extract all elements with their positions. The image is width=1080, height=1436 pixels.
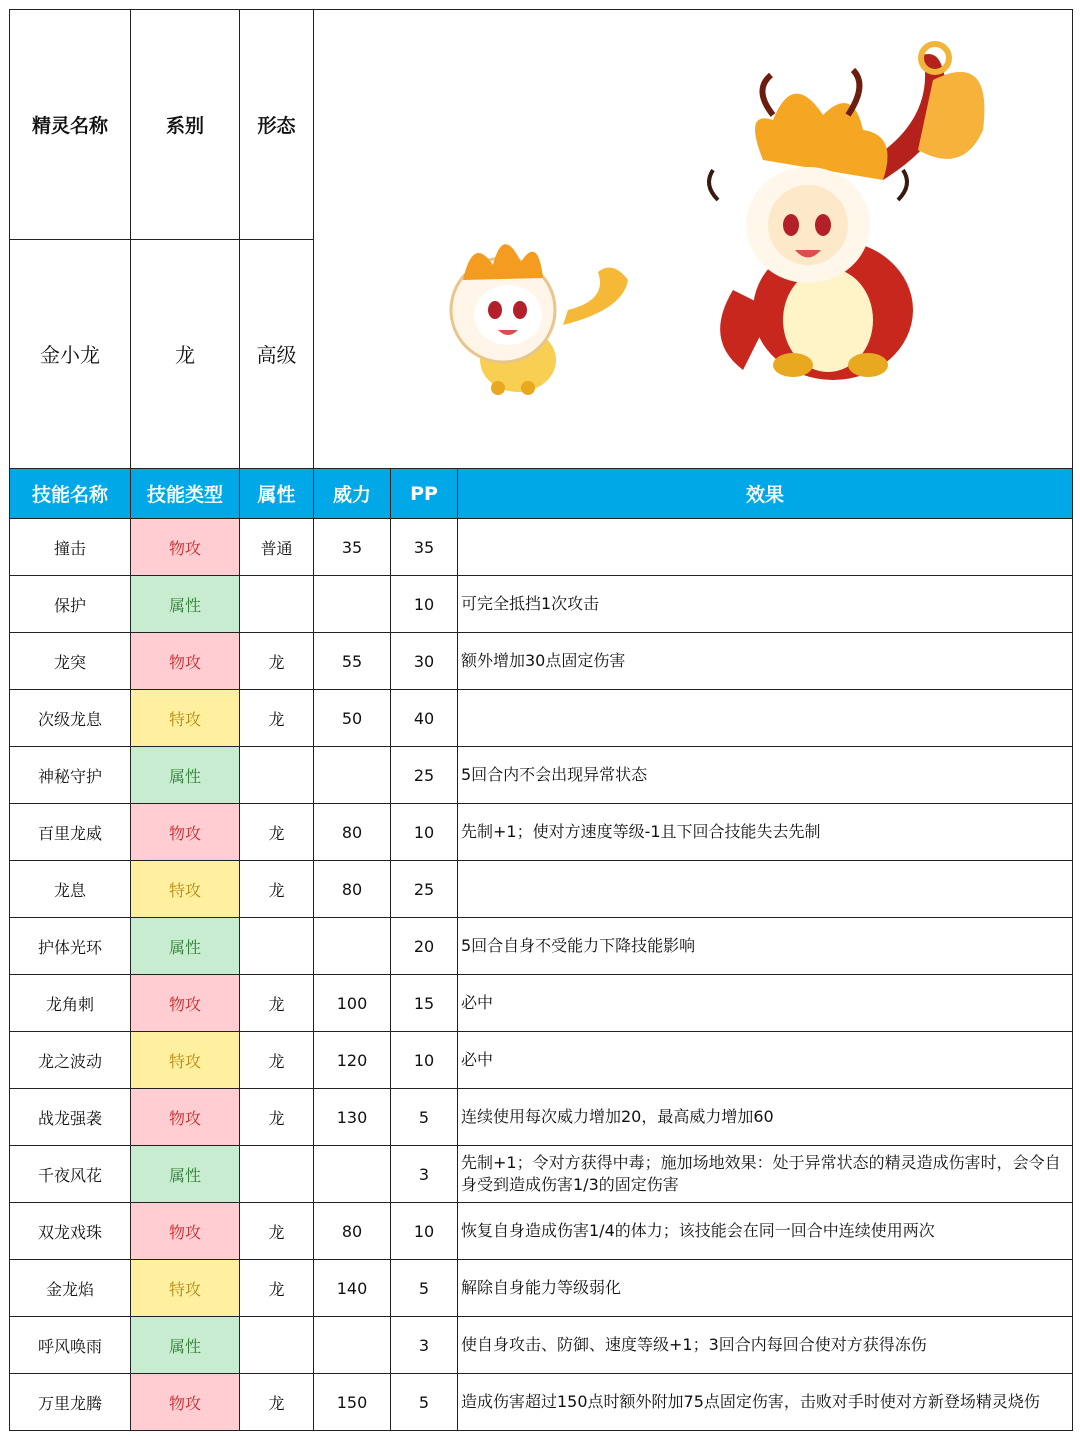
skill-row xyxy=(10,576,1073,633)
label-form: 形态 xyxy=(240,10,314,240)
skill-type-badge: 特攻 xyxy=(131,1032,240,1089)
col-attribute: 属性 xyxy=(240,469,314,519)
skill-attribute: 龙 xyxy=(240,1260,314,1317)
skill-attribute: 龙 xyxy=(240,1203,314,1260)
baby-dragon-image xyxy=(451,244,628,395)
skill-attribute xyxy=(240,1317,314,1374)
skill-type-badge: 物攻 xyxy=(131,519,240,576)
skill-row xyxy=(10,519,1073,576)
label-type: 系别 xyxy=(131,10,240,240)
skill-row xyxy=(10,1317,1073,1374)
skill-pp: 25 xyxy=(391,861,458,918)
skill-pp: 20 xyxy=(391,918,458,975)
skill-name: 双龙戏珠 xyxy=(10,1203,131,1260)
skill-row xyxy=(10,918,1073,975)
skill-effect: 先制+1；令对方获得中毒；施加场地效果：处于异常状态的精灵造成伤害时，会令自身受到造成伤害1/3的固定伤害 xyxy=(458,1146,1073,1203)
skill-type-badge: 物攻 xyxy=(131,1203,240,1260)
skill-name: 神秘守护 xyxy=(10,747,131,804)
skill-row xyxy=(10,1374,1073,1431)
skill-name: 次级龙息 xyxy=(10,690,131,747)
skill-pp: 5 xyxy=(391,1260,458,1317)
skill-pp: 40 xyxy=(391,690,458,747)
skill-attribute: 龙 xyxy=(240,1089,314,1146)
skill-type-badge: 物攻 xyxy=(131,975,240,1032)
skill-pp: 3 xyxy=(391,1317,458,1374)
skill-row xyxy=(10,690,1073,747)
skill-type-badge: 物攻 xyxy=(131,1374,240,1431)
skill-attribute xyxy=(240,747,314,804)
skill-pp: 35 xyxy=(391,519,458,576)
skill-type-badge: 属性 xyxy=(131,918,240,975)
skill-type-badge: 属性 xyxy=(131,576,240,633)
dragon-illustration xyxy=(323,10,1063,464)
col-effect: 效果 xyxy=(458,469,1073,519)
skill-row xyxy=(10,1032,1073,1089)
skill-type-badge: 属性 xyxy=(131,747,240,804)
header-label-row xyxy=(10,10,1073,240)
skill-power xyxy=(314,1146,391,1203)
skill-attribute: 龙 xyxy=(240,1374,314,1431)
skill-type-badge: 属性 xyxy=(131,1317,240,1374)
skill-name: 龙突 xyxy=(10,633,131,690)
skill-row xyxy=(10,804,1073,861)
col-skill-type: 技能类型 xyxy=(131,469,240,519)
skill-attribute: 龙 xyxy=(240,633,314,690)
skill-effect: 使自身攻击、防御、速度等级+1；3回合内每回合使对方获得冻伤 xyxy=(458,1317,1073,1374)
skill-name: 万里龙腾 xyxy=(10,1374,131,1431)
skill-row xyxy=(10,1260,1073,1317)
skill-power: 80 xyxy=(314,861,391,918)
skill-power: 55 xyxy=(314,633,391,690)
skill-type-badge: 特攻 xyxy=(131,861,240,918)
skill-power: 150 xyxy=(314,1374,391,1431)
skill-row xyxy=(10,1203,1073,1260)
skill-effect: 解除自身能力等级弱化 xyxy=(458,1260,1073,1317)
skill-pp: 3 xyxy=(391,1146,458,1203)
skill-power: 35 xyxy=(314,519,391,576)
skill-effect: 5回合自身不受能力下降技能影响 xyxy=(458,918,1073,975)
skill-type-badge: 特攻 xyxy=(131,690,240,747)
column-header-row xyxy=(10,469,1073,519)
skill-row xyxy=(10,1146,1073,1203)
skill-row xyxy=(10,861,1073,918)
skill-type-badge: 物攻 xyxy=(131,633,240,690)
skill-pp: 5 xyxy=(391,1089,458,1146)
skill-power: 120 xyxy=(314,1032,391,1089)
skill-name: 龙息 xyxy=(10,861,131,918)
skill-effect: 5回合内不会出现异常状态 xyxy=(458,747,1073,804)
skill-effect xyxy=(458,690,1073,747)
skill-effect: 恢复自身造成伤害1/4的体力；该技能会在同一回合中连续使用两次 xyxy=(458,1203,1073,1260)
skill-power: 130 xyxy=(314,1089,391,1146)
skill-effect: 可完全抵挡1次攻击 xyxy=(458,576,1073,633)
skill-effect: 额外增加30点固定伤害 xyxy=(458,633,1073,690)
skill-name: 千夜风花 xyxy=(10,1146,131,1203)
adult-dragon-image xyxy=(709,44,984,380)
value-form: 高级 xyxy=(240,239,314,469)
skill-row xyxy=(10,633,1073,690)
skill-attribute: 龙 xyxy=(240,690,314,747)
skill-sheet xyxy=(9,9,1072,1431)
skill-row xyxy=(10,1089,1073,1146)
skill-power xyxy=(314,747,391,804)
skill-pp: 10 xyxy=(391,1203,458,1260)
skill-effect xyxy=(458,519,1073,576)
skill-attribute: 龙 xyxy=(240,804,314,861)
col-skill-name: 技能名称 xyxy=(10,469,131,519)
col-power: 威力 xyxy=(314,469,391,519)
skill-power xyxy=(314,918,391,975)
skill-pp: 10 xyxy=(391,1032,458,1089)
skill-row xyxy=(10,975,1073,1032)
skill-pp: 5 xyxy=(391,1374,458,1431)
skill-attribute xyxy=(240,1146,314,1203)
skill-attribute: 龙 xyxy=(240,861,314,918)
skill-effect: 连续使用每次威力增加20，最高威力增加60 xyxy=(458,1089,1073,1146)
skill-pp: 15 xyxy=(391,975,458,1032)
skill-name: 呼风唤雨 xyxy=(10,1317,131,1374)
skill-name: 撞击 xyxy=(10,519,131,576)
skill-attribute: 龙 xyxy=(240,1032,314,1089)
spirit-table xyxy=(9,9,1073,1431)
skill-power: 80 xyxy=(314,804,391,861)
skill-attribute xyxy=(240,576,314,633)
skill-pp: 10 xyxy=(391,576,458,633)
skill-effect: 先制+1；使对方速度等级-1且下回合技能失去先制 xyxy=(458,804,1073,861)
skill-name: 护体光环 xyxy=(10,918,131,975)
skill-rows xyxy=(10,519,1073,1431)
skill-power: 80 xyxy=(314,1203,391,1260)
skill-name: 保护 xyxy=(10,576,131,633)
skill-type-badge: 属性 xyxy=(131,1146,240,1203)
skill-name: 金龙焰 xyxy=(10,1260,131,1317)
skill-name: 百里龙威 xyxy=(10,804,131,861)
value-name: 金小龙 xyxy=(10,239,131,469)
skill-power: 50 xyxy=(314,690,391,747)
skill-effect xyxy=(458,861,1073,918)
skill-type-badge: 特攻 xyxy=(131,1260,240,1317)
col-pp: PP xyxy=(391,469,458,519)
skill-power xyxy=(314,576,391,633)
skill-name: 龙角刺 xyxy=(10,975,131,1032)
skill-pp: 30 xyxy=(391,633,458,690)
skill-type-badge: 物攻 xyxy=(131,1089,240,1146)
skill-power xyxy=(314,1317,391,1374)
skill-effect: 必中 xyxy=(458,1032,1073,1089)
skill-attribute: 普通 xyxy=(240,519,314,576)
skill-pp: 10 xyxy=(391,804,458,861)
skill-effect: 必中 xyxy=(458,975,1073,1032)
skill-type-badge: 物攻 xyxy=(131,804,240,861)
value-type: 龙 xyxy=(131,239,240,469)
skill-power: 100 xyxy=(314,975,391,1032)
skill-attribute: 龙 xyxy=(240,975,314,1032)
label-name: 精灵名称 xyxy=(10,10,131,240)
spirit-artwork xyxy=(314,10,1073,469)
skill-attribute xyxy=(240,918,314,975)
skill-effect: 造成伤害超过150点时额外附加75点固定伤害，击败对手时使对方新登场精灵烧伤 xyxy=(458,1374,1073,1431)
skill-name: 战龙强袭 xyxy=(10,1089,131,1146)
skill-row xyxy=(10,747,1073,804)
skill-power: 140 xyxy=(314,1260,391,1317)
skill-pp: 25 xyxy=(391,747,458,804)
skill-name: 龙之波动 xyxy=(10,1032,131,1089)
